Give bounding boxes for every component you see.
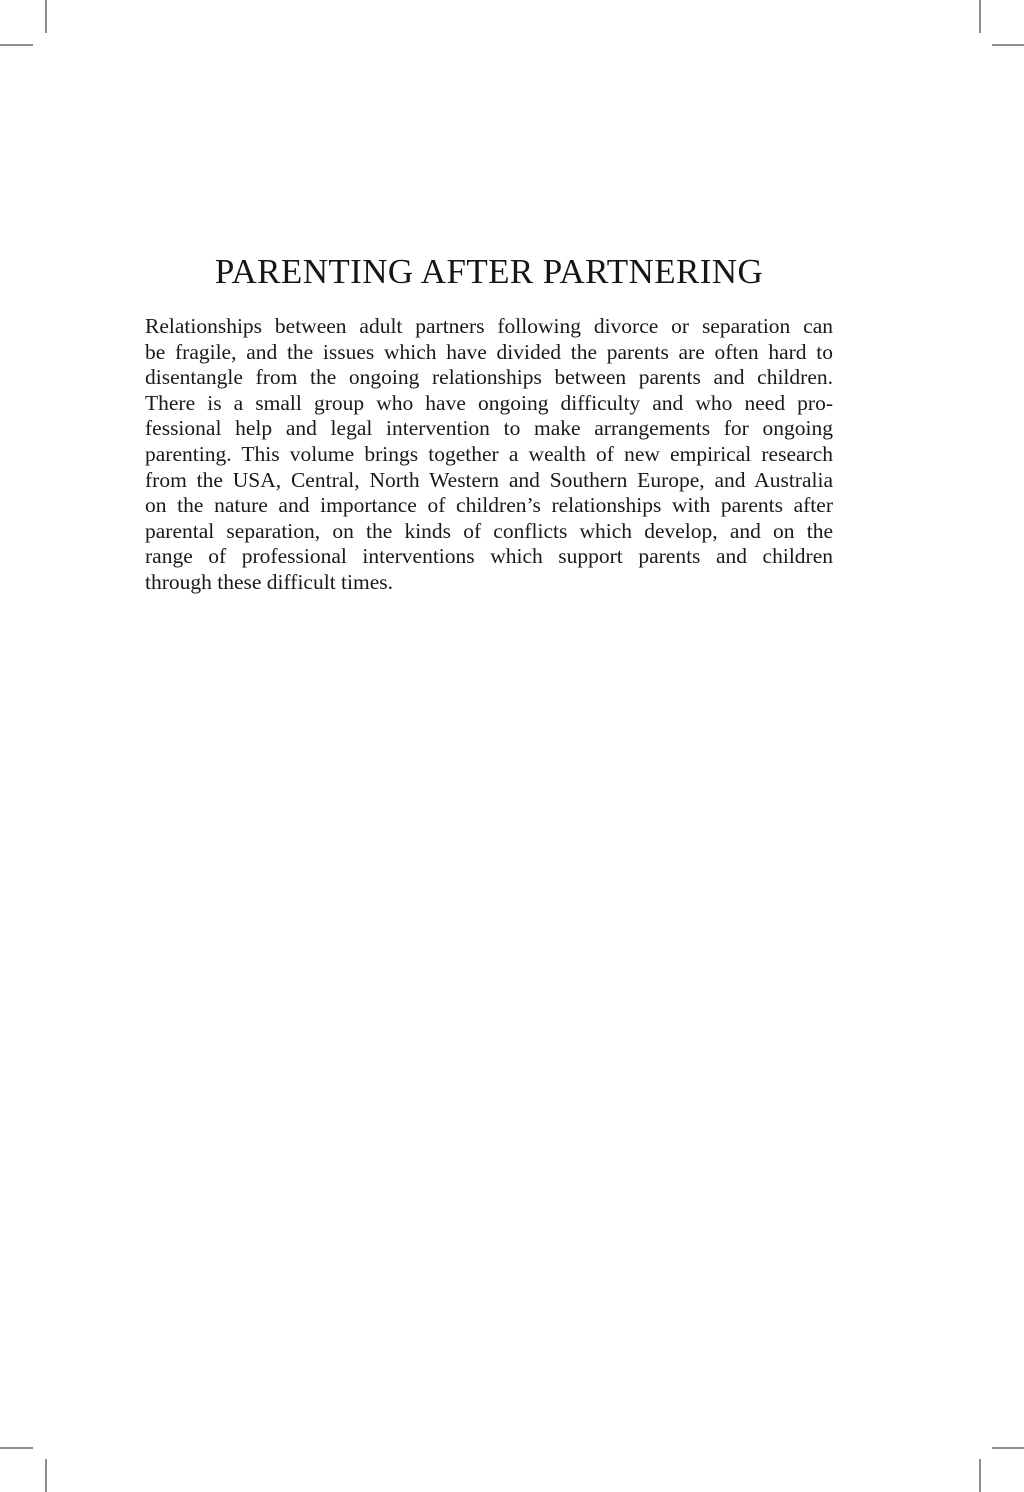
crop-mark-bottom-right-horizontal: [992, 1447, 1024, 1449]
blurb-line: through these difficult times.: [145, 569, 394, 594]
blurb-line: There is a small group who have ongoing difficulty and who need pro-: [145, 390, 833, 415]
blurb-line: fessional help and legal intervention to make arrangements for ongoing: [145, 416, 833, 441]
blurb-line: range of professional interventions which support parents and children: [145, 544, 833, 569]
crop-mark-top-left-horizontal: [0, 44, 33, 46]
blurb-line: from the USA, Central, North Western and Southern Europe, and Australia: [145, 467, 833, 492]
blurb-line: be fragile, and the issues which have divided the parents are often hard to: [145, 339, 833, 364]
crop-mark-top-left-vertical: [45, 0, 47, 33]
text-block: [145, 252, 833, 596]
blurb-line: parenting. This volume brings together a wealth of new empirical research: [145, 441, 833, 466]
blurb-line: Relationships between adult partners following divorce or separation can: [145, 314, 833, 338]
crop-mark-bottom-left-vertical: [45, 1459, 47, 1492]
crop-mark-top-right-vertical: [979, 0, 981, 33]
crop-mark-top-right-horizontal: [992, 44, 1024, 46]
blurb-line: parental separation, on the kinds of conflicts which develop, and on the: [145, 518, 833, 543]
blurb-line: on the nature and importance of children’s relationships with parents after: [145, 493, 833, 518]
blurb-paragraph: [145, 314, 833, 596]
page-title: PARENTING AFTER PARTNERING: [214, 252, 764, 291]
crop-mark-bottom-left-horizontal: [0, 1447, 33, 1449]
crop-mark-bottom-right-vertical: [979, 1459, 981, 1492]
blurb-line: disentangle from the ongoing relationships between parents and children.: [145, 365, 833, 390]
